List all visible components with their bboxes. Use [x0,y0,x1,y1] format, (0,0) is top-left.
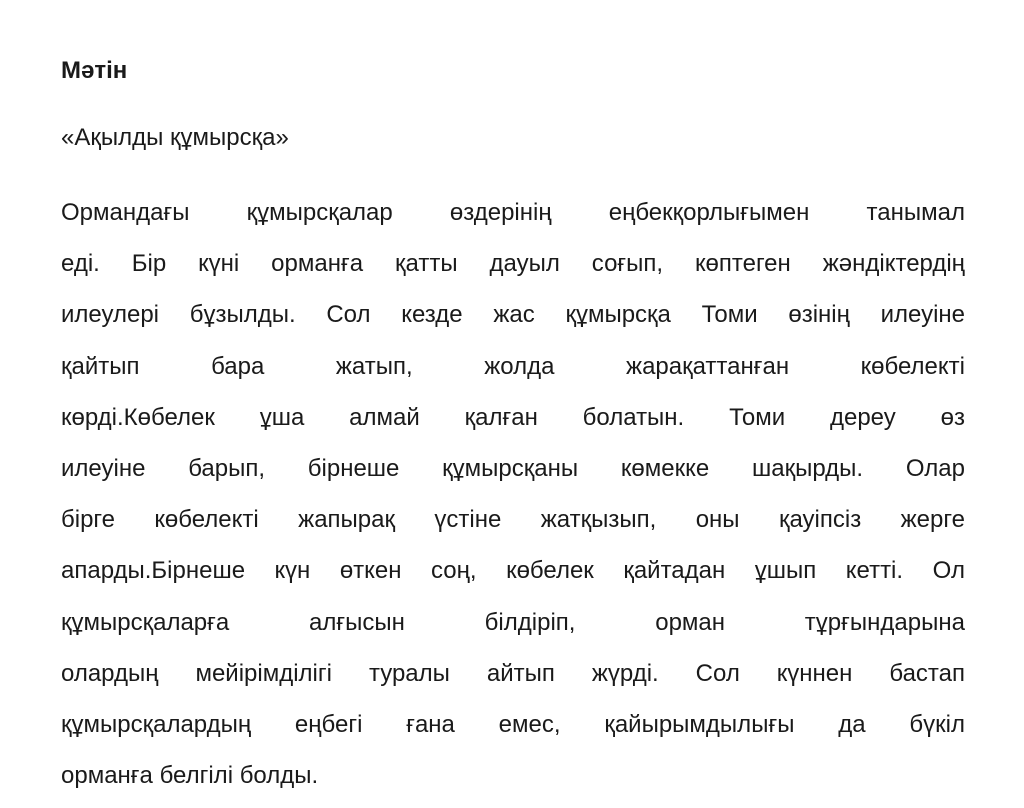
word: күн [274,557,311,585]
word: жапырақ [298,506,395,534]
word: емес, [498,711,561,739]
text-line [61,648,965,699]
word: қатты [395,250,458,278]
word: апарды.Бірнеше [61,557,246,585]
word: туралы [368,659,450,687]
word: тұрғындарына [804,608,965,636]
text-line [61,392,965,443]
word: еңбегі [294,711,363,739]
word: кезде [401,301,463,329]
word: көбелекті [154,506,259,534]
word: болатын. [582,403,685,431]
word: Олар [905,455,965,483]
word: илеуіне [61,455,146,483]
word: бастап [889,659,965,687]
word: алғысын [309,608,405,636]
word: Ормандағы [61,199,190,226]
text-line [61,187,965,238]
word: Бір [131,250,167,278]
word: қайтадан [623,557,726,585]
word: соң, [431,557,477,585]
word: дереу [829,403,896,431]
word: танымал [866,199,965,226]
text-line [61,699,965,750]
word: соғып, [591,250,664,278]
word: бұзылды. [189,301,296,329]
word: жарақаттанған [626,352,790,380]
word: құмырсқа [565,301,671,329]
word: Ол [932,557,965,585]
word: еңбекқорлығымен [608,199,810,226]
text-line [61,238,965,289]
word: Томи [729,403,786,431]
word: алмай [349,403,420,431]
word: Томи [701,301,758,329]
word: бірге [61,506,115,534]
word: бірнеше [307,455,400,483]
word: қауіпсіз [778,506,862,534]
word: өздерінің [449,199,552,226]
word: көбелекті [860,352,965,380]
word: құмырсқаларға [61,608,230,636]
word: құмырсқаны [442,455,579,483]
word: жатқызып, [540,506,657,534]
word: жерге [900,506,965,534]
word: білдіріп, [484,608,576,636]
word: Сол [695,659,740,687]
word: жатып, [335,352,413,380]
heading: Мәтін [61,57,128,84]
word: үстіне [434,506,502,534]
story-body [61,187,965,801]
word: жас [493,301,535,329]
text-line [61,545,965,596]
word: күні [198,250,240,278]
word: көмекке [620,455,710,483]
word: мейірімділігі [195,659,332,687]
word: қалған [464,403,538,431]
word: қайырымдылығы [604,711,795,739]
word: күннен [776,659,853,687]
word: олардың [61,659,159,687]
word: илеуіне [880,301,965,329]
word: жүрді. [591,659,659,687]
text-line [61,341,965,392]
word: кетті. [845,557,904,585]
word: құмырсқалардың [61,711,252,739]
word: көрді.Көбелек [61,403,215,431]
text-line [61,443,965,494]
text-line [61,597,965,648]
word: барып, [188,455,265,483]
word: құмырсқалар [246,199,393,226]
word: ұшып [754,557,817,585]
word: өз [940,403,965,431]
word: орманға [271,250,364,278]
word: жәндіктердің [822,250,965,278]
word: көптеген [695,250,791,278]
word: жолда [484,352,555,380]
word: бүкіл [909,711,965,739]
word: қайтып [61,352,140,380]
word: да [838,711,866,739]
word: илеулері [61,301,159,329]
word: орман [655,608,726,636]
text-line [61,289,965,340]
story-title: «Ақылды құмырсқа» [61,124,289,151]
word: айтып [486,659,555,687]
text-line [61,494,965,545]
word: ғана [406,711,455,739]
text-line-last: орманға белгілі болды. [61,762,319,790]
word: өзінің [788,301,850,329]
word: өткен [339,557,402,585]
word: еді. [61,250,100,278]
word: бара [211,352,265,380]
word: көбелек [506,557,594,585]
word: Сол [326,301,371,329]
word: ұша [259,403,305,431]
word: оны [695,506,740,534]
word: дауыл [489,250,560,278]
word: шақырды. [751,455,864,483]
